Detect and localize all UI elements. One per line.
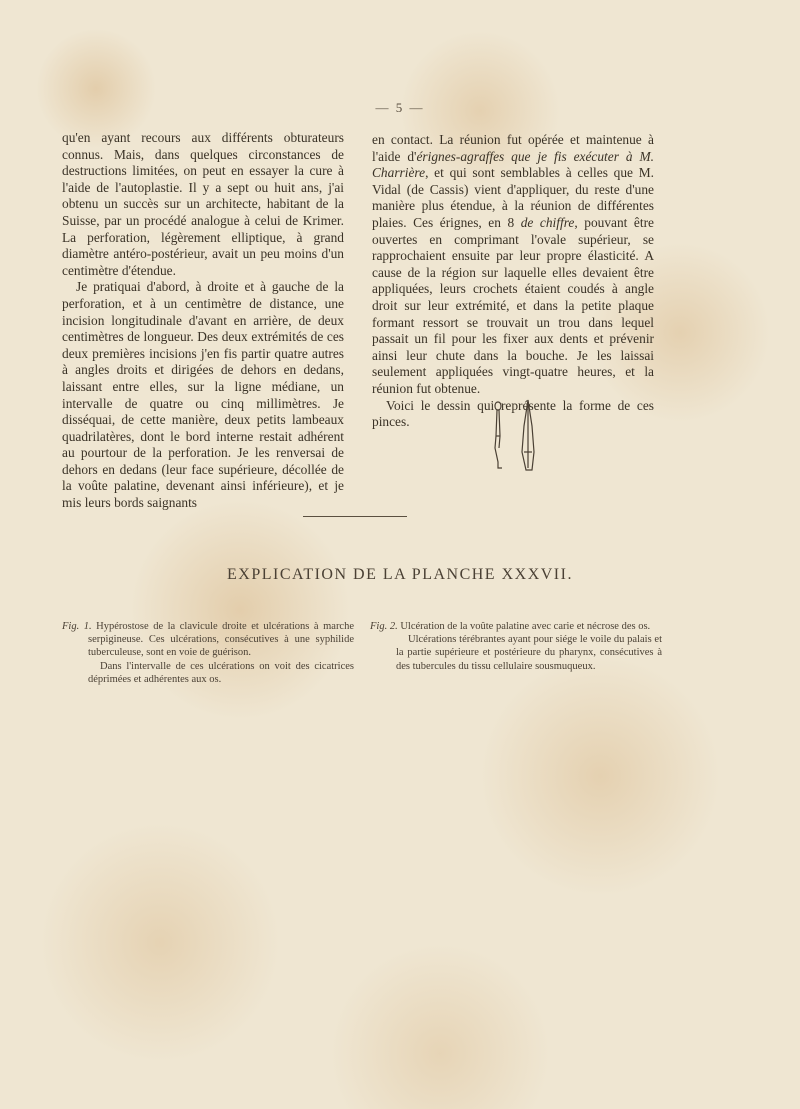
italic-run: de chiffre (520, 214, 575, 230)
caption-paragraph: Dans l'intervalle de ces ulcérations on voit des cicatrices déprimées et adhérentes aux os. (88, 660, 354, 685)
text-run: , pouvant être ouvertes en comprimant l'ovale supérieur, se rapprochaient ensuite par leur propre élasticité. A cause de la région sur laquelle elles devaient être appliquées, leurs crochets étaient coudés à angle droit sur leur extrémité, et dans la petite plaque formant ressort se trouvait un trou dans lequel passait un fil pour les fixer aux dents et prévenir ainsi leur chute dans la bouche. Je les laissai seulement appliquées vingt-quatre heures, et la réunion fut obtenue. (372, 214, 654, 396)
page-number: — 5 — (375, 100, 425, 115)
pince-drawing-left (495, 402, 502, 468)
caption-paragraph (62, 620, 354, 660)
section-divider (303, 516, 407, 517)
italic-run: érignes-agraffes que je fis exécuter à M. Charrière (372, 148, 654, 181)
caption-paragraph: Ulcérations térébrantes ayant pour siége le voile du palais et la partie supérieure et postérieure du pharynx, consécutives à des tubercules du tissu cellulaire sousmuqueux. (396, 634, 662, 672)
text-run: , et qui sont semblables à celles que M. Vidal (de Cassis) vient d'appliquer, du reste d'une manière plus étendue, à la réunion de différentes plaies. Ces érignes, en 8 (372, 165, 654, 230)
left-paragraph-1: qu'en ayant recours aux différents obturateurs connus. Mais, dans quelques circonstances de destructions limitées, on peut en essayer la cure à l'aide de l'autoplastie. Il y a sept ou huit ans, j'ai obtenu un succès sur un architecte, habitant de la Suisse, par un procédé analogue à celui de Krimer. La perforation, légèrement elliptique, à grand diamètre antéro-postérieur, avait un peu moins d'un centimètre d'étendue. (62, 130, 344, 278)
forceps-illustration (486, 396, 546, 476)
text-run: en contact. La réunion fut opérée et maintenue à l'aide d' (372, 132, 654, 164)
caption-text: Hypérostose de la clavicule droite et ulcérations à marche serpigineuse. Ces ulcérations, consécutives à une syphilide tuberculeuse, sont en voie de guérison. (88, 621, 355, 659)
caption-text: Ulcération de la voûte palatine avec carie et nécrose des os. (400, 621, 651, 632)
left-paragraph-2: Je pratiquai d'abord, à droite et à gauche de la perforation, et à un centimètre de distance, une incision longitudinale d'avant en arrière, de deux centimètres de longueur. Des deux extrémités de ces deux premières incisions j'en fis partir quatre autres à angles droits et dirigées de dehors en dedans, laissant entre elles, sur la ligne médiane, un intervalle de quatre ou cinq millimètres. Je disséquai, de cette manière, deux petits lambeaux quadrilatères, dont le bord interne restait adhérent au pourtour de la perforation. Je les renversai de dehors en dedans (leur face supérieure, décollée de la voûte palatine, devenant ainsi inférieure), et je mis leurs bords saignants (62, 279, 344, 511)
caption-paragraph (370, 620, 662, 633)
right-text-column (372, 132, 654, 431)
left-text-column (62, 130, 344, 512)
figure-1-label: Fig. 1. (62, 621, 92, 632)
pince-drawing-right (522, 400, 534, 470)
plate-title: EXPLICATION DE LA PLANCHE XXXVII. (227, 566, 573, 583)
figure-2-caption (370, 620, 662, 673)
figure-2-label: Fig. 2. (370, 621, 398, 632)
figure-1-caption (62, 620, 354, 686)
right-paragraph-1 (372, 132, 654, 398)
right-paragraph-2: Voici le dessin qui représente la forme de ces pinces. (372, 397, 654, 430)
